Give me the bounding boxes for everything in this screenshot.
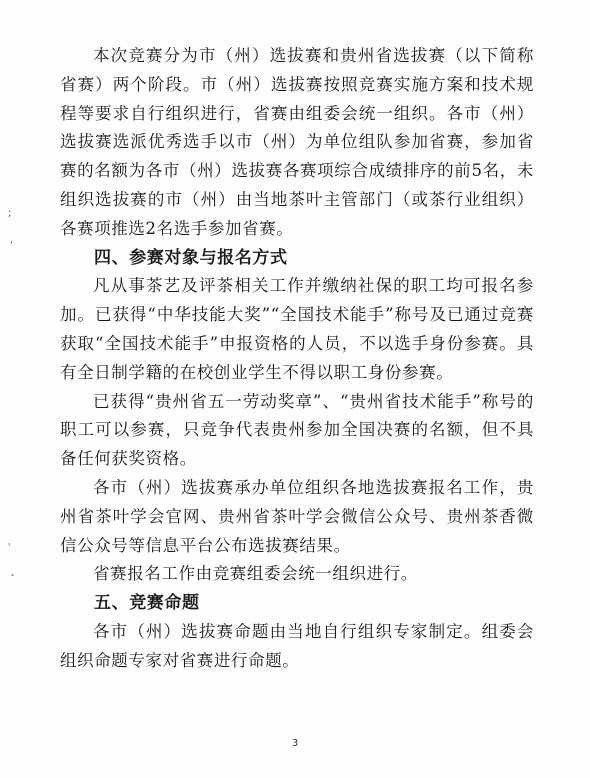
paragraph-registration: 各市（州）选拔赛承办单位组织各地选拔赛报名工作，贵州省茶叶学会官网、贵州省茶叶学会微信公众号、贵州茶香微信公众号等信息平台公布选拔赛结果。 [60, 477, 534, 555]
paragraph-proposition: 各市（州）选拔赛命题由当地自行组织专家制定。组委会组织命题专家对省赛进行命题。 [60, 621, 534, 670]
scan-mark: ; [8, 208, 12, 219]
scan-mark: ˇ [10, 574, 15, 585]
section-heading-participants: 四、参赛对象与报名方式 [94, 247, 288, 268]
section-heading-proposition: 五、竞赛命题 [94, 593, 200, 614]
scan-mark: ˒ [8, 540, 12, 551]
paragraph-award-holders: 已获得“贵州省五一劳动奖章”、“贵州省技术能手”称号的职工可以参赛，只竞争代表贵州参加全国决赛的名额，但不具备任何获奖资格。 [60, 391, 534, 469]
page-number: 3 [291, 738, 299, 749]
scan-mark: ‘ [10, 240, 14, 251]
document-body [60, 42, 534, 676]
paragraph-stage-overview: 本次竞赛分为市（州）选拔赛和贵州省选拔赛（以下简称省赛）两个阶段。市（州）选拔赛按照竞赛实施方案和技术规程等要求自行组织进行，省赛由组委会统一组织。各市（州）选拔赛选派优秀选手以市（州）为单位组队参加省赛，参加省赛的名额为各市（州）选拔赛各赛项综合成绩排序的前5名，未组织选拔赛的市（州）由当地茶叶主管部门（或茶行业组织）各赛项推选2名选手参加省赛。 [60, 46, 534, 238]
paragraph-provincial-registration: 省赛报名工作由竞赛组委会统一组织进行。 [93, 564, 418, 584]
paragraph-eligibility: 凡从事茶艺及评茶相关工作并缴纳社保的职工均可报名参加。已获得“中华技能大奖”“全国技术能手”称号及已通过竞赛获取“全国技术能手”申报资格的人员，不以选手身份参赛。具有全日制学籍的在校创业学生不得以职工身份参赛。 [60, 276, 534, 382]
